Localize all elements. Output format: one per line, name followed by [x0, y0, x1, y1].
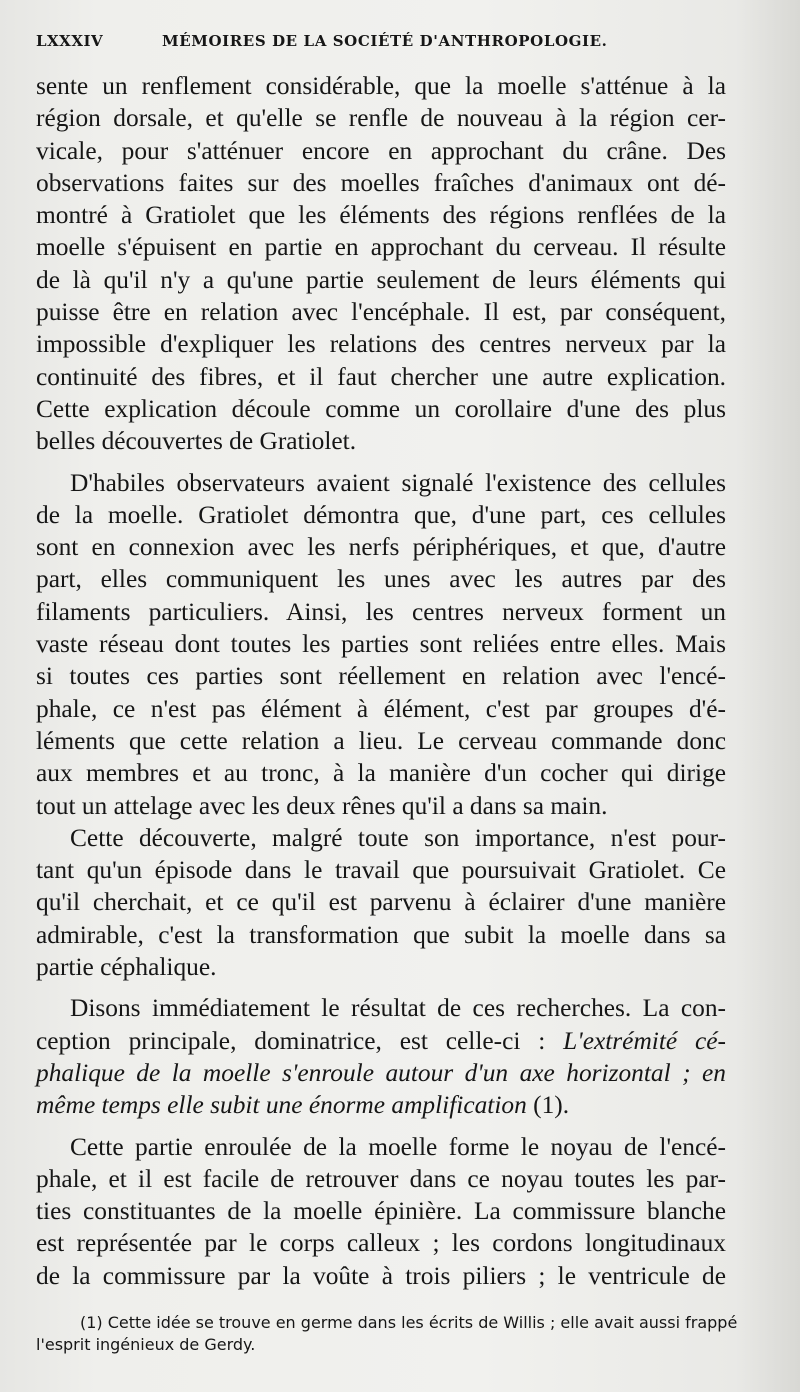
footnote-line: (1) Cette idée se trouve en germe dans les écrits de Willis ; elle avait aussi frappé	[80, 1313, 738, 1332]
text-line: de la commissure par la voûte à trois piliers ; le ventricule de	[36, 1261, 726, 1290]
text-line: moelle s'épuisent en partie en approchant du cerveau. Il résulte	[36, 233, 726, 262]
running-title: MÉMOIRES DE LA SOCIÉTÉ D'ANTHROPOLOGIE.	[162, 32, 608, 50]
text-line: phale, et il est facile de retrouver dans ce noyau toutes les par-	[36, 1164, 726, 1193]
text-line: si toutes ces parties sont réellement en relation avec l'encé-	[36, 662, 726, 691]
paragraph	[36, 992, 726, 1121]
text-line: est représentée par le corps calleux ; les cordons longitudinaux	[36, 1229, 726, 1258]
body-text	[36, 70, 726, 1292]
text-line: part, elles communiquent les unes avec les autres par des	[36, 565, 726, 594]
text-line: ties constituantes de la moelle épinière. La commissure blanche	[36, 1197, 726, 1226]
text-line: sente un renflement considérable, que la moelle s'atténue à la	[36, 72, 726, 100]
text-line: impossible d'expliquer les relations des centres nerveux par la	[36, 330, 726, 359]
text-line: D'habiles observateurs avaient signalé l'existence des cellules	[70, 468, 726, 497]
page-number: LXXXIV	[36, 32, 104, 50]
footnote-line: l'esprit ingénieux de Gerdy.	[36, 1335, 256, 1354]
text-line: qu'il cherchait, et ce qu'il est parvenu à éclairer d'une manière	[36, 888, 726, 917]
footnote	[36, 1312, 738, 1356]
text-line: puisse être en relation avec l'encéphale. Il est, par conséquent,	[36, 298, 726, 327]
text-line: observations faites sur des moelles fraîches d'animaux ont dé-	[36, 168, 726, 197]
text-line: sont en connexion avec les nerfs périphériques, et que, d'autre	[36, 533, 726, 562]
text-line: tant qu'un épisode dans le travail que poursuivait Gratiolet. Ce	[36, 856, 726, 885]
text-line: Cette partie enroulée de la moelle forme le noyau de l'encé-	[70, 1132, 726, 1161]
text-line: tout un attelage avec les deux rênes qu'il a dans sa main.	[36, 791, 608, 820]
text-line: admirable, c'est la transformation que subit la moelle dans sa	[36, 920, 726, 949]
text-line: Cette découverte, malgré toute son importance, n'est pour-	[70, 823, 726, 852]
text-line: vaste réseau dont toutes les parties sont reliées entre elles. Mais	[36, 630, 726, 659]
paragraph	[36, 467, 726, 822]
text-line: léments que cette relation a lieu. Le cerveau commande donc	[36, 726, 726, 755]
text-line: Cette explication découle comme un corollaire d'une des plus	[36, 394, 726, 423]
footnote-reference: (1).	[526, 1091, 570, 1120]
text-line: de là qu'il n'y a qu'une partie seulement de leurs éléments qui	[36, 265, 726, 294]
text-line: Disons immédiatement le résultat de ces recherches. La con-	[70, 994, 726, 1023]
text-line: partie céphalique.	[36, 953, 217, 982]
paragraph	[36, 70, 726, 458]
page-header	[36, 28, 756, 56]
paragraph	[36, 822, 726, 983]
text-line	[36, 1089, 726, 1121]
text-line: aux membres et au tronc, à la manière d'un cocher qui dirige	[36, 759, 726, 788]
text-line: région dorsale, et qu'elle se renfle de nouveau à la région cer-	[36, 104, 726, 133]
text-line: continuité des fibres, et il faut chercher une autre explication.	[36, 362, 726, 391]
text-line: filaments particuliers. Ainsi, les centres nerveux forment un	[36, 597, 726, 626]
text-run: ception principale, dominatrice, est celle-ci :	[36, 1026, 564, 1055]
text-line	[36, 1025, 726, 1057]
paragraph	[36, 1131, 726, 1292]
text-line: phale, ce n'est pas élément à élément, c'est par groupes d'é-	[36, 694, 726, 723]
italic-thesis: L'extrémité cé-	[563, 1026, 726, 1055]
text-line: montré à Gratiolet que les éléments des régions renflées de la	[36, 201, 726, 230]
text-line: de la moelle. Gratiolet démontra que, d'une part, ces cellules	[36, 500, 726, 529]
text-line: belles découvertes de Gratiolet.	[36, 427, 357, 456]
italic-thesis: phalique de la moelle s'enroule autour d'un axe horizontal ; en	[36, 1058, 726, 1087]
text-line: vicale, pour s'atténuer encore en approchant du crâne. Des	[36, 136, 726, 165]
italic-thesis: même temps elle subit une énorme amplification	[36, 1091, 527, 1120]
